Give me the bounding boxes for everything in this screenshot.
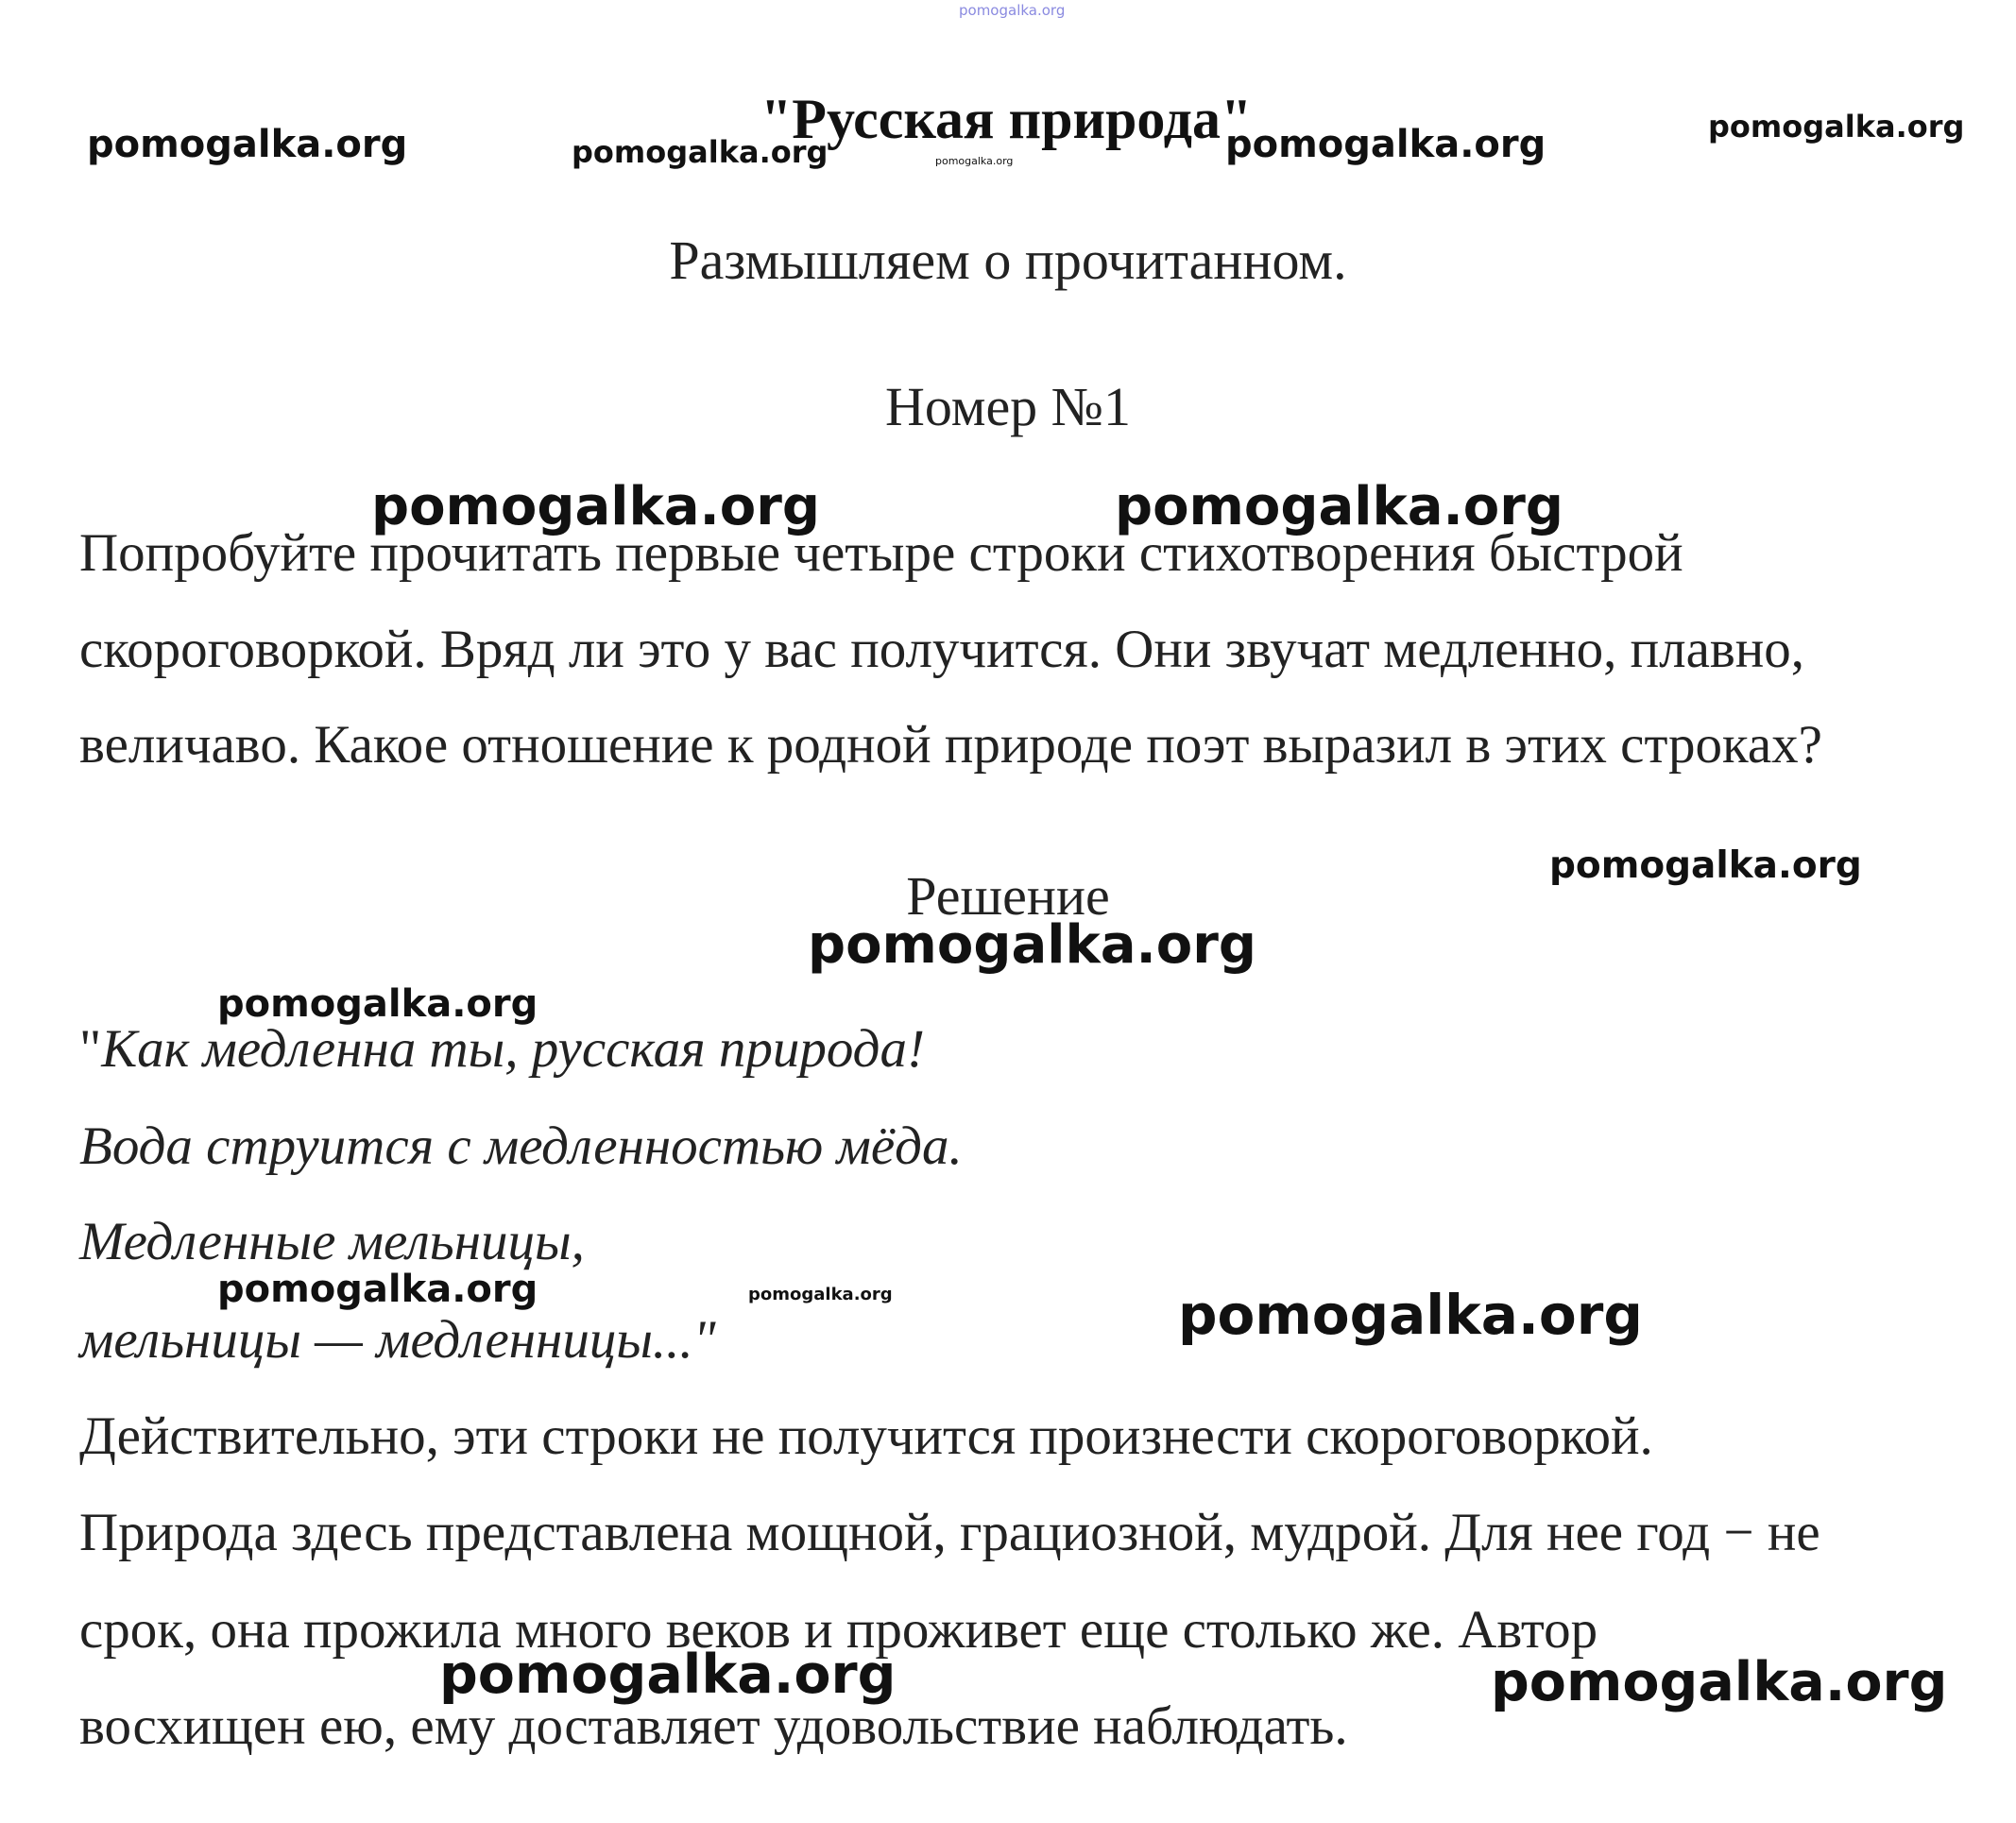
watermark: pomogalka.org [1225,123,1546,166]
poem-line-4: мельницы — медленницы..." [79,1310,716,1370]
answer-line-2: Природа здесь представлена мощной, грациозной, мудрой. Для нее год − не [79,1503,1820,1562]
watermark: pomogalka.org [1549,844,1862,887]
solution-heading: Решение [906,865,1110,927]
watermark: pomogalka.org [1178,1283,1643,1347]
task-line-3: величаво. Какое отношение к родной природе поэт выразил в этих строках? [79,715,1822,775]
watermark: pomogalka.org [808,914,1256,976]
watermark: pomogalka.org [87,123,408,166]
watermark: pomogalka.org [748,1285,893,1304]
watermark: pomogalka.org [572,134,829,170]
task-number: Номер №1 [884,376,1132,437]
watermark: pomogalka.org [959,2,1066,19]
poem-line-2: Вода струится с медленностью мёда. [79,1116,963,1176]
poem-line-1-text: Как медленна ты, русская природа! [101,1019,925,1079]
answer-line-4: восхищен ею, ему доставляет удовольствие наблюдать. [79,1696,1348,1756]
watermark: pomogalka.org [371,476,820,537]
answer-line-3: срок, она прожила много веков и проживет еще столько же. Автор [79,1600,1598,1660]
poem-line-1 [79,1018,925,1080]
poem-open-quote: " [79,1019,102,1079]
watermark: pomogalka.org [217,1268,538,1311]
document-title: "Русская природа" [760,88,1253,150]
task-line-2: скороговоркой. Вряд ли это у вас получится. Они звучат медленно, плавно, [79,620,1805,679]
task-line-1: Попробуйте прочитать первые четыре строки стихотворения быстрой [79,523,1683,583]
watermark: pomogalka.org [935,155,1014,167]
watermark: pomogalka.org [217,982,538,1026]
watermark: pomogalka.org [1115,476,1563,537]
section-subtitle: Размышляем о прочитанном. [669,230,1347,291]
answer-line-1: Действительно, эти строки не получится произнести скороговоркой. [79,1406,1653,1466]
watermark: pomogalka.org [1491,1651,1948,1713]
watermark: pomogalka.org [1708,109,1965,145]
watermark: pomogalka.org [439,1644,897,1706]
poem-line-3: Медленные мельницы, [79,1212,585,1271]
